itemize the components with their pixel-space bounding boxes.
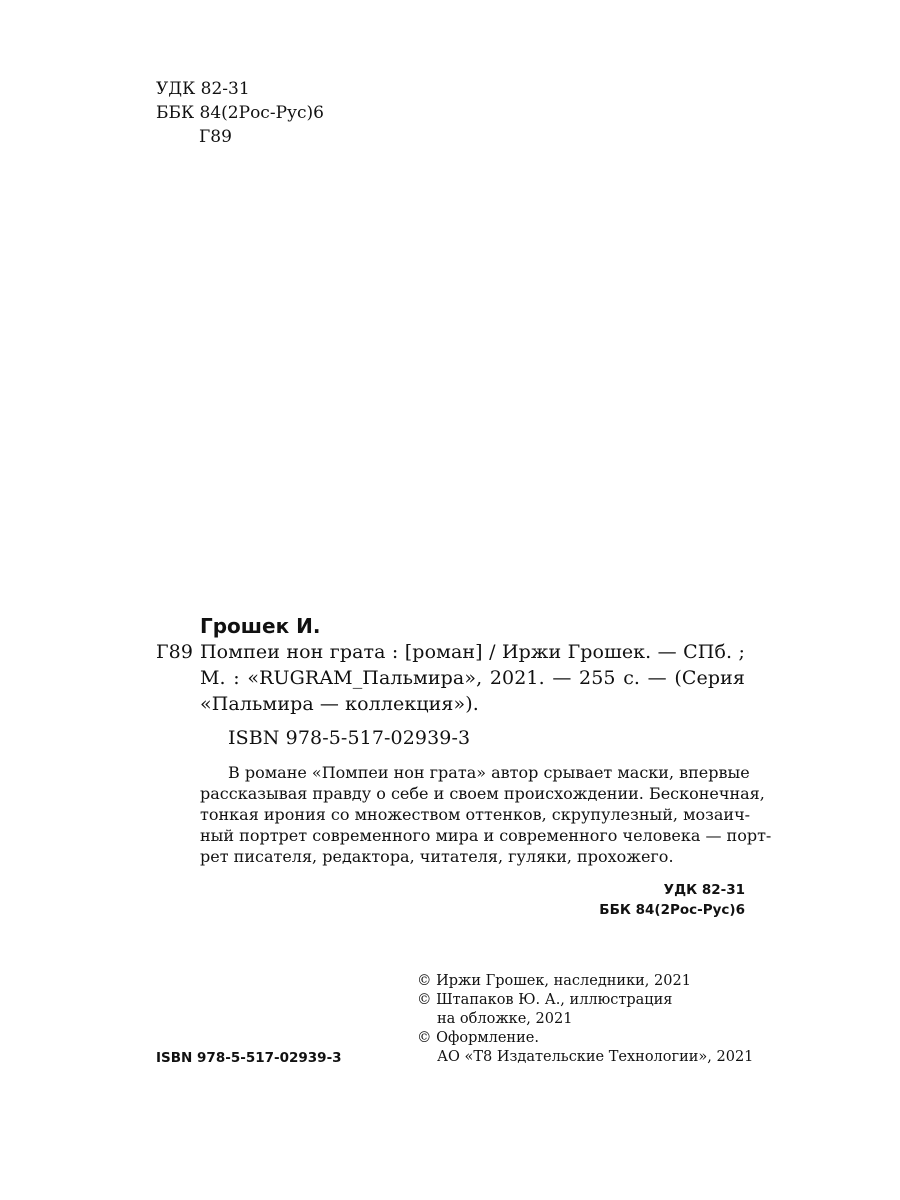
bib-line-3: «Пальмира — коллекция»).: [200, 693, 479, 715]
bib-line-2: М. : «RUGRAM_Пальмира», 2021. — 255 с. — (Серия: [200, 667, 745, 689]
udk-bold: УДК 82-31: [663, 882, 745, 898]
author-mark: Г89: [156, 641, 194, 663]
copyright-line-3: на обложке, 2021: [437, 1011, 573, 1027]
annotation-line-4: ный портрет современного мира и современного человека — порт-: [200, 826, 772, 845]
copyright-line-1: © Иржи Грошек, наследники, 2021: [417, 973, 691, 989]
isbn-bold: ISBN 978-5-517-02939-3: [156, 1050, 342, 1066]
copyright-line-2: © Штапаков Ю. А., иллюстрация: [417, 992, 673, 1008]
annotation-line-5: рет писателя, редактора, читателя, гуляки, прохожего.: [200, 847, 674, 866]
annotation-line-2: рассказывая правду о себе и своем происхождении. Бесконечная,: [200, 784, 765, 803]
isbn-line: ISBN 978-5-517-02939-3: [228, 727, 471, 749]
author-mark-code: Г89: [199, 127, 232, 147]
bib-line-1: Помпеи нон грата : [роман] / Иржи Грошек. — СПб. ;: [200, 641, 745, 663]
copyright-line-5: АО «Т8 Издательские Технологии», 2021: [437, 1049, 754, 1065]
copyright-line-4: © Оформление.: [417, 1030, 539, 1046]
author-heading: Грошек И.: [200, 614, 321, 638]
annotation-line-1: В романе «Помпеи нон грата» автор срывает маски, впервые: [228, 763, 750, 782]
bbk-code: ББК 84(2Рос-Рус)6: [156, 103, 324, 123]
bbk-bold: ББК 84(2Рос-Рус)6: [599, 902, 745, 918]
annotation-line-3: тонкая ирония со множеством оттенков, скрупулезный, мозаич-: [200, 805, 751, 824]
udk-code: УДК 82-31: [156, 79, 250, 99]
